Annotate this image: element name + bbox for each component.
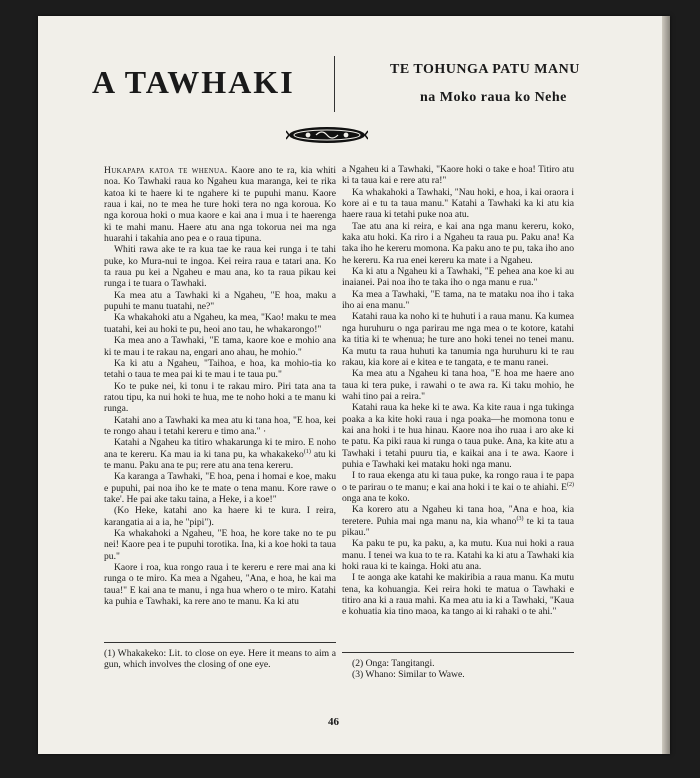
footnote-rule (104, 642, 336, 643)
paragraph: Ka mea atu a Ngaheu ki tana hoa, "E hoa me haere ano taua ki tera puke, i rawahi o te awa ra. Ki taku mohio, he wahi tino pai a reira." (342, 368, 574, 402)
footnote-rule (342, 652, 574, 653)
footnote: (2) Onga: Tangitangi. (352, 658, 435, 669)
page-title: A TAWHAKI (92, 64, 295, 100)
paragraph-text: Kaore ano te ra, kia whiti noa. Ko Tawhaki raua ko Ngaheu kua maranga, kei te rika katoa ki te haere ki te ngahere ki te pupuhi manu. Kaore raua i kai, no te mea he ture hoki tera no nga koroua. Ko nga koroua hoki o mua kaore e kai ana i mua i te haerenga ki te mahi manu. Haere atu ana nga tokorua nei ma nga huarahi i takahia ano pea e o raua tipuna. (104, 165, 336, 245)
page-number: 46 (328, 716, 339, 728)
paragraph: Katahi raua ka noho ki te huhuti i a raua manu. Ka kumea nga huruhuru o nga parirau me nga mea o te kotore, katahi ka titia ki te whenua; he ture ano hoki tenei no tenei manu. Ka mutu ta raua huhuti ka tanumia nga huruhuru ki te rau rakau, kia kore ai e kitea e te tangata, e te manu ranei. (342, 311, 574, 368)
paragraph-text: atu ki te manu. Paku ana te pu; rere atu ana tena kereru. (104, 448, 336, 471)
footnote-list (352, 658, 572, 680)
paragraph: Ka whakahoki atu a Ngaheu, ka mea, "Kao! maku te mea tuatahi, kei au hoki te pu, heoi ano tau, he whakarongo!" (104, 312, 336, 335)
paragraph: Whiti rawa ake te ra kua tae ke raua kei runga i te tahi puke, ko Mura-nui te ingoa. Kei reira raua e tatari ana. Ko ta raua pu kei a Ngaheu e mau ana, ko ta raua pikau kei runga i te tuara o Tawhaki. (104, 244, 336, 290)
paragraph: Ka ki atu a Ngaheu ki a Tawhaki, "E pehea ana koe ki au inaianei. Pai noa iho te taka iho o nga manu e rua." (342, 266, 574, 289)
paragraph-text: I to raua ekenga atu ki taua puke, ka rongo raua i te papa o te parirau o te manu; e kai ana hoki i te kai o te ahiahi. E (342, 470, 574, 493)
paragraph: a Ngaheu ki a Tawhaki, "Kaore hoki o take e hoa! Titiro atu ki ta taua kai e rere atu ra!" (342, 164, 574, 187)
paragraph: Kaore i roa, kua rongo raua i te kereru e rere mai ana ki runga o te miro. Ka mea a Ngaheu, "Ana, e hoa, he kai ma taua!" E kai ana te manu, i nga hua whero o te miro. Katahi ka puhia e Tawhaki, ka rere ano te manu. Ka ki atu (104, 562, 336, 608)
paragraph (342, 504, 574, 538)
paragraph-text: Katahi a Ngaheu ka titiro whakarunga ki te miro. E noho ana te kereru. Ka mau ia ki tana pu, ka whakakeko (104, 437, 336, 460)
decorative-ornament-icon (286, 124, 368, 146)
paragraph: Ka whakahoki a Tawhaki, "Nau hoki, e hoa, i kai oraora i kore ai e tu ta taua manu." Katahi a Tawhaki ka ki atu kia haere raua ki tetahi puke noa atu. (342, 186, 574, 221)
paragraph: Ko te puke nei, ki tonu i te rakau miro. Piri tata ana ta ratou tipu, ka nui hoki te hua, me te noho hoki a te manu ki runga. (104, 380, 336, 415)
paragraph: Ka ki atu a Ngaheu, "Taihoa, e hoa, ka mohio-tia ko tetahi o taua te mea pai ki te mau i te taua pu." (104, 357, 336, 381)
paragraph: (Ko Heke, katahi ano ka haere ki te kura. I reira, karangatia ai a ia, he "pipi"). (104, 505, 336, 528)
footnote: (3) Whano: Similar to Wawe. (352, 669, 465, 681)
paragraph (104, 437, 336, 471)
page-binding-edge (662, 16, 670, 754)
paragraph: Katahi ano a Tawhaki ka mea atu ki tana hoa, "E hoa, kei te rongo ahau i tetahi kereru e timo ana." · (104, 414, 336, 437)
paragraph-text: Ka korero atu a Ngaheu ki tana hoa, "Ana e hoa, kia teretere. Puhia mai nga manu na, kia whano (342, 504, 574, 527)
subtitle-heading: TE TOHUNGA PATU MANU (390, 62, 580, 77)
title-divider (334, 56, 335, 112)
left-text-column (104, 165, 336, 607)
paragraph: Ka mea a Tawhaki, "E tama, na te mataku noa iho i taka iho ai ena manu." (342, 288, 574, 312)
footnote-marker: (2) (567, 481, 574, 488)
footnote-marker: (3) (516, 515, 524, 522)
paragraph (342, 470, 574, 504)
paragraph: Ka paku te pu, ka paku, a, ka mutu. Kua nui hoki a raua manu. I tenei wa kua to te ra. Katahi ka ki atu a Tawhaki kia hoki raua ki te kainga. Hoki atu ana. (342, 538, 574, 573)
paragraph: Katahi raua ka heke ki te awa. Ka kite raua i nga tukinga poaka a ka kite hoki raua i nga poaka—he momona tonu e kai ana hoki i te hua hinau. Kaore noa iho ruaa i aro ake ki te patu. Ka piki raua ki runga o taua puke. Ana, ka kite atu a Tawhaki i tetahi puuru tia, e kaikai ana i te awa. Kaore i puhia e Tawhaki kei mataku hoki nga manu. (342, 402, 574, 470)
paragraph: Ka mea atu a Tawhaki ki a Ngaheu, "E hoa, maku a pupuhi te manu tuatahi, ne?" (104, 289, 336, 313)
paragraph: I te aonga ake katahi ke makiribia a raua manu. Ka mutu tena, ka kohuangia. Kei reira hoki te matua o Tawhaki e titiro ana ki a raua mahi. Ka mea atu ia ki a Tawhaki, "Kaua e kohuatia kia tino maoa, ka tango ai ki rahaki o te ahi." (342, 572, 574, 618)
footnote-marker: (1) (303, 448, 311, 455)
paragraph: Ka mea ano a Tawhaki, "E tama, kaore koe e mohio ana ki te mau i te rakau na, engari ano ahau, he mohio." (104, 335, 336, 358)
paragraph (104, 165, 336, 244)
paragraph: Ka whakahoki a Ngaheu, "E hoa, he kore take no te pu nei! Kaore pea i te pupuhi torotika. Ina, ki a koe hoki ta taua pu." (104, 528, 336, 562)
paragraph-text: te ki ta taua pikau." (342, 515, 574, 538)
paragraph: Tae atu ana ki reira, e kai ana nga manu kereru, koko, kaka atu hoki. Ka riro i a Ngaheu ta raua pu. Paku ana! Ka taka iho he kereru momona. Ka paku ano te pu, taka iho ano he kereru. Ka rua enei kereru ka mate i a Ngaheu. (342, 220, 574, 266)
lead-in-smallcaps: Hukapapa katoa te whenua. (104, 165, 228, 176)
paragraph-text: onga ana te koko. (342, 492, 410, 504)
authors-byline: na Moko raua ko Nehe (420, 90, 567, 105)
paragraph: Ka karanga a Tawhaki, "E hoa, pena i homai e koe, maku e pupuhi, pai noa iho ke te mate o tena manu. Kore rawe o take'. He pai ake taku taina, a Heke, i a koe!" (104, 471, 336, 505)
footnote: (1) Whakakeko: Lit. to close on eye. Here it means to aim a gun, which involves the closing of one eye. (104, 648, 336, 671)
right-text-column (342, 164, 574, 618)
